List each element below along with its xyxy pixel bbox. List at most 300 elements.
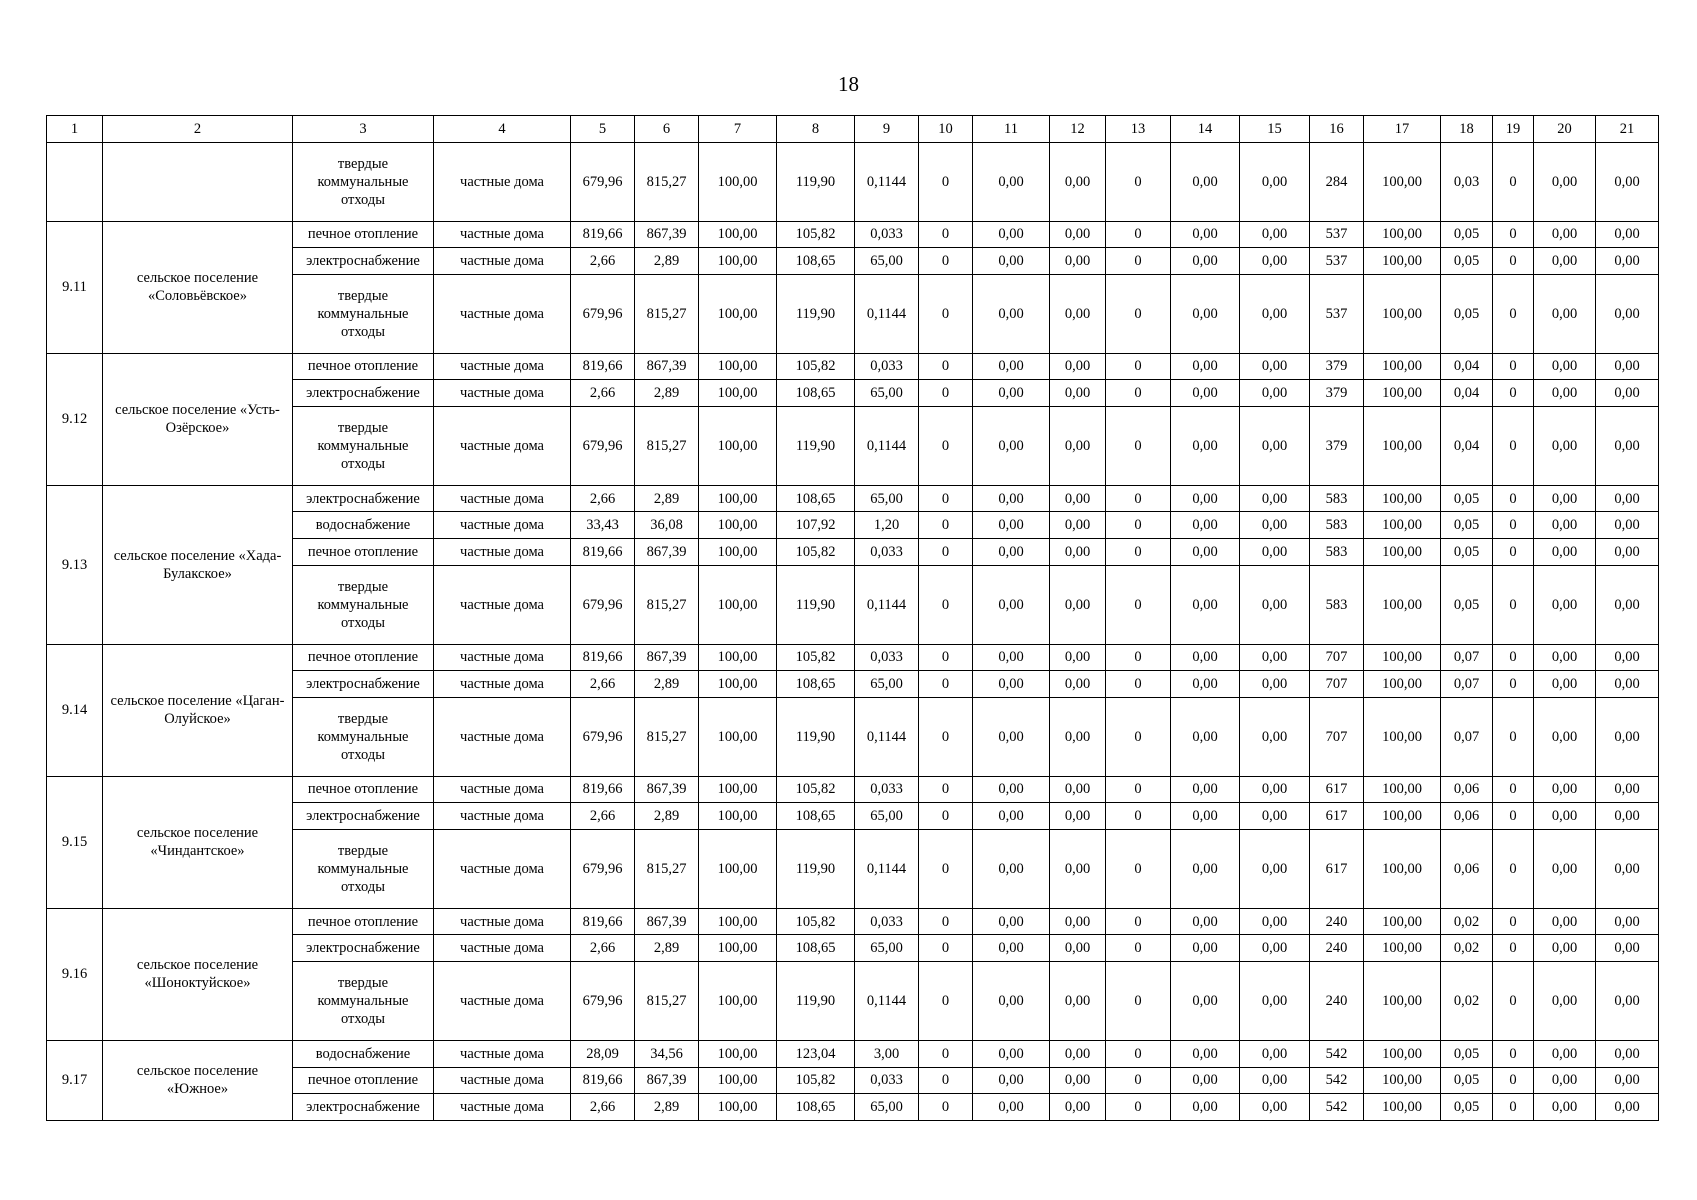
column-number-cell: 18 bbox=[1441, 116, 1493, 143]
value-cell: 0,00 bbox=[1534, 512, 1596, 539]
value-cell: 0,00 bbox=[1240, 1067, 1310, 1094]
value-cell: 0,00 bbox=[1534, 1094, 1596, 1121]
value-cell: 0,00 bbox=[1171, 1094, 1240, 1121]
column-number-cell: 21 bbox=[1596, 116, 1659, 143]
value-cell: 119,90 bbox=[777, 142, 855, 221]
value-cell: 0 bbox=[1493, 565, 1534, 644]
value-cell: 0,033 bbox=[855, 353, 919, 380]
value-cell: 679,96 bbox=[571, 697, 635, 776]
value-cell: 0 bbox=[1493, 406, 1534, 485]
value-cell: 0 bbox=[1493, 644, 1534, 671]
value-cell: 0 bbox=[1106, 935, 1171, 962]
value-cell: 0,00 bbox=[973, 1067, 1050, 1094]
value-cell: 100,00 bbox=[1364, 803, 1441, 830]
value-cell: 0 bbox=[919, 485, 973, 512]
value-cell: 108,65 bbox=[777, 485, 855, 512]
value-cell: 2,66 bbox=[571, 248, 635, 275]
value-cell: 0,00 bbox=[1534, 776, 1596, 803]
value-cell: 0 bbox=[1106, 565, 1171, 644]
value-cell: 2,89 bbox=[635, 671, 699, 698]
value-cell: 0,00 bbox=[973, 697, 1050, 776]
value-cell: 0,00 bbox=[1596, 485, 1659, 512]
value-cell: 100,00 bbox=[1364, 353, 1441, 380]
value-cell: 0,00 bbox=[1050, 776, 1106, 803]
value-cell: 119,90 bbox=[777, 406, 855, 485]
service-type-cell: электроснабжение bbox=[293, 671, 434, 698]
value-cell: 100,00 bbox=[699, 248, 777, 275]
value-cell: 0,00 bbox=[1171, 697, 1240, 776]
value-cell: 679,96 bbox=[571, 962, 635, 1041]
group-number-cell: 9.11 bbox=[47, 221, 103, 353]
value-cell: 108,65 bbox=[777, 380, 855, 407]
table-row bbox=[47, 221, 1659, 248]
value-cell: 0 bbox=[1106, 803, 1171, 830]
group-number-cell: 9.17 bbox=[47, 1040, 103, 1120]
value-cell: 119,90 bbox=[777, 962, 855, 1041]
value-cell: 0,00 bbox=[1534, 406, 1596, 485]
value-cell: 0,05 bbox=[1441, 274, 1493, 353]
value-cell: 100,00 bbox=[699, 1067, 777, 1094]
service-type-cell: твердые коммунальные отходы bbox=[293, 962, 434, 1041]
value-cell: 0,00 bbox=[1240, 935, 1310, 962]
value-cell: 0,00 bbox=[1171, 935, 1240, 962]
value-cell: 0,06 bbox=[1441, 829, 1493, 908]
tariff-table bbox=[46, 115, 1659, 1121]
value-cell: 0,00 bbox=[1050, 142, 1106, 221]
service-type-cell: твердые коммунальные отходы bbox=[293, 565, 434, 644]
value-cell: 0 bbox=[1493, 248, 1534, 275]
value-cell: 0 bbox=[1493, 962, 1534, 1041]
value-cell: 0,02 bbox=[1441, 962, 1493, 1041]
value-cell: 0,00 bbox=[1534, 485, 1596, 512]
value-cell: 2,66 bbox=[571, 485, 635, 512]
value-cell: 819,66 bbox=[571, 776, 635, 803]
consumer-category-cell: частные дома bbox=[434, 142, 571, 221]
value-cell: 0,00 bbox=[1240, 406, 1310, 485]
value-cell: 100,00 bbox=[1364, 274, 1441, 353]
value-cell: 65,00 bbox=[855, 485, 919, 512]
settlement-name-cell: сельское поселение «Соловьёвское» bbox=[103, 221, 293, 353]
value-cell: 100,00 bbox=[699, 142, 777, 221]
value-cell: 0,033 bbox=[855, 644, 919, 671]
value-cell: 0,033 bbox=[855, 1067, 919, 1094]
value-cell: 0,00 bbox=[1050, 697, 1106, 776]
value-cell: 0,00 bbox=[1596, 644, 1659, 671]
value-cell: 0 bbox=[1493, 539, 1534, 566]
value-cell: 0,00 bbox=[973, 512, 1050, 539]
value-cell: 0,00 bbox=[1596, 221, 1659, 248]
value-cell: 0,04 bbox=[1441, 353, 1493, 380]
value-cell: 2,89 bbox=[635, 485, 699, 512]
value-cell: 100,00 bbox=[1364, 512, 1441, 539]
value-cell: 583 bbox=[1310, 485, 1364, 512]
value-cell: 819,66 bbox=[571, 221, 635, 248]
value-cell: 0,00 bbox=[1596, 406, 1659, 485]
consumer-category-cell: частные дома bbox=[434, 829, 571, 908]
column-number-header-row bbox=[47, 116, 1659, 143]
value-cell: 0,00 bbox=[1596, 142, 1659, 221]
value-cell: 0 bbox=[1106, 353, 1171, 380]
value-cell: 0,00 bbox=[1171, 380, 1240, 407]
value-cell: 707 bbox=[1310, 644, 1364, 671]
value-cell: 2,89 bbox=[635, 380, 699, 407]
value-cell: 0,00 bbox=[1240, 962, 1310, 1041]
group-number-cell: 9.13 bbox=[47, 485, 103, 644]
value-cell: 284 bbox=[1310, 142, 1364, 221]
value-cell: 0 bbox=[919, 142, 973, 221]
value-cell: 2,89 bbox=[635, 1094, 699, 1121]
settlement-name-cell: сельское поселение «Чиндантское» bbox=[103, 776, 293, 908]
value-cell: 0,00 bbox=[1240, 671, 1310, 698]
value-cell: 0 bbox=[1106, 644, 1171, 671]
value-cell: 0,00 bbox=[1240, 274, 1310, 353]
column-number-cell: 20 bbox=[1534, 116, 1596, 143]
consumer-category-cell: частные дома bbox=[434, 644, 571, 671]
value-cell: 0,00 bbox=[1534, 353, 1596, 380]
value-cell: 583 bbox=[1310, 565, 1364, 644]
value-cell: 0,00 bbox=[1596, 353, 1659, 380]
value-cell: 100,00 bbox=[1364, 406, 1441, 485]
value-cell: 0,06 bbox=[1441, 776, 1493, 803]
value-cell: 0,02 bbox=[1441, 935, 1493, 962]
table-body bbox=[47, 116, 1659, 1121]
value-cell: 0,00 bbox=[973, 908, 1050, 935]
value-cell: 0,00 bbox=[1050, 908, 1106, 935]
settlement-name-cell: сельское поселение «Шоноктуйское» bbox=[103, 908, 293, 1040]
value-cell: 65,00 bbox=[855, 380, 919, 407]
value-cell: 0,00 bbox=[1171, 274, 1240, 353]
group-number-cell: 9.12 bbox=[47, 353, 103, 485]
value-cell: 0,00 bbox=[1596, 935, 1659, 962]
value-cell: 0 bbox=[1493, 697, 1534, 776]
value-cell: 0 bbox=[1493, 380, 1534, 407]
value-cell: 0,00 bbox=[1171, 776, 1240, 803]
value-cell: 0,00 bbox=[1596, 512, 1659, 539]
value-cell: 0,00 bbox=[1534, 1067, 1596, 1094]
value-cell: 0,00 bbox=[1596, 565, 1659, 644]
value-cell: 0,033 bbox=[855, 539, 919, 566]
service-type-cell: печное отопление bbox=[293, 539, 434, 566]
value-cell: 0,00 bbox=[973, 142, 1050, 221]
value-cell: 0,06 bbox=[1441, 803, 1493, 830]
column-number-cell: 13 bbox=[1106, 116, 1171, 143]
settlement-name-cell: сельское поселение «Южное» bbox=[103, 1040, 293, 1120]
service-type-cell: твердые коммунальные отходы bbox=[293, 697, 434, 776]
value-cell: 100,00 bbox=[699, 221, 777, 248]
value-cell: 0,05 bbox=[1441, 485, 1493, 512]
value-cell: 0 bbox=[1106, 671, 1171, 698]
consumer-category-cell: частные дома bbox=[434, 803, 571, 830]
value-cell: 679,96 bbox=[571, 406, 635, 485]
value-cell: 0 bbox=[1106, 1067, 1171, 1094]
value-cell: 0,00 bbox=[1050, 829, 1106, 908]
value-cell: 123,04 bbox=[777, 1040, 855, 1067]
value-cell: 0,00 bbox=[973, 776, 1050, 803]
value-cell: 0 bbox=[1106, 485, 1171, 512]
value-cell: 0,00 bbox=[1050, 1094, 1106, 1121]
value-cell: 100,00 bbox=[1364, 644, 1441, 671]
value-cell: 0 bbox=[1493, 274, 1534, 353]
value-cell: 105,82 bbox=[777, 644, 855, 671]
value-cell: 0,00 bbox=[1596, 1067, 1659, 1094]
value-cell: 119,90 bbox=[777, 274, 855, 353]
value-cell: 867,39 bbox=[635, 644, 699, 671]
value-cell: 0,00 bbox=[1050, 565, 1106, 644]
value-cell: 119,90 bbox=[777, 697, 855, 776]
value-cell: 65,00 bbox=[855, 671, 919, 698]
value-cell: 0,033 bbox=[855, 221, 919, 248]
value-cell: 0,00 bbox=[1240, 248, 1310, 275]
value-cell: 100,00 bbox=[1364, 962, 1441, 1041]
value-cell: 0,05 bbox=[1441, 1040, 1493, 1067]
value-cell: 0,04 bbox=[1441, 380, 1493, 407]
value-cell: 867,39 bbox=[635, 776, 699, 803]
value-cell: 867,39 bbox=[635, 353, 699, 380]
value-cell: 0 bbox=[1493, 671, 1534, 698]
service-type-cell: печное отопление bbox=[293, 644, 434, 671]
value-cell: 100,00 bbox=[699, 697, 777, 776]
column-number-cell: 17 bbox=[1364, 116, 1441, 143]
value-cell: 0,1144 bbox=[855, 565, 919, 644]
value-cell: 0,02 bbox=[1441, 908, 1493, 935]
value-cell: 679,96 bbox=[571, 829, 635, 908]
value-cell: 679,96 bbox=[571, 565, 635, 644]
value-cell: 0,00 bbox=[1596, 908, 1659, 935]
value-cell: 105,82 bbox=[777, 1067, 855, 1094]
value-cell: 0,00 bbox=[1171, 406, 1240, 485]
value-cell: 0 bbox=[919, 829, 973, 908]
value-cell: 542 bbox=[1310, 1040, 1364, 1067]
value-cell: 0,00 bbox=[1171, 803, 1240, 830]
consumer-category-cell: частные дома bbox=[434, 935, 571, 962]
value-cell: 379 bbox=[1310, 353, 1364, 380]
value-cell: 0,00 bbox=[1240, 803, 1310, 830]
value-cell: 379 bbox=[1310, 406, 1364, 485]
value-cell: 108,65 bbox=[777, 1094, 855, 1121]
value-cell: 0 bbox=[1106, 248, 1171, 275]
column-number-cell: 4 bbox=[434, 116, 571, 143]
value-cell: 0 bbox=[1493, 485, 1534, 512]
service-type-cell: электроснабжение bbox=[293, 1094, 434, 1121]
service-type-cell: печное отопление bbox=[293, 1067, 434, 1094]
value-cell: 240 bbox=[1310, 908, 1364, 935]
value-cell: 379 bbox=[1310, 380, 1364, 407]
value-cell: 0,00 bbox=[1240, 1040, 1310, 1067]
value-cell: 583 bbox=[1310, 512, 1364, 539]
consumer-category-cell: частные дома bbox=[434, 274, 571, 353]
table-row bbox=[47, 142, 1659, 221]
value-cell: 815,27 bbox=[635, 962, 699, 1041]
value-cell: 0,00 bbox=[1596, 274, 1659, 353]
consumer-category-cell: частные дома bbox=[434, 908, 571, 935]
service-type-cell: печное отопление bbox=[293, 221, 434, 248]
value-cell: 0 bbox=[1106, 380, 1171, 407]
value-cell: 0,00 bbox=[1050, 221, 1106, 248]
value-cell: 0,00 bbox=[1171, 644, 1240, 671]
value-cell: 0,00 bbox=[973, 539, 1050, 566]
value-cell: 105,82 bbox=[777, 353, 855, 380]
column-number-cell: 11 bbox=[973, 116, 1050, 143]
value-cell: 0 bbox=[1106, 908, 1171, 935]
value-cell: 0,00 bbox=[973, 962, 1050, 1041]
value-cell: 0,00 bbox=[1050, 539, 1106, 566]
value-cell: 0,05 bbox=[1441, 221, 1493, 248]
value-cell: 0 bbox=[919, 539, 973, 566]
value-cell: 0 bbox=[1493, 1040, 1534, 1067]
value-cell: 815,27 bbox=[635, 565, 699, 644]
value-cell: 65,00 bbox=[855, 248, 919, 275]
value-cell: 100,00 bbox=[699, 1094, 777, 1121]
value-cell: 0,00 bbox=[973, 353, 1050, 380]
value-cell: 0,00 bbox=[973, 485, 1050, 512]
value-cell: 100,00 bbox=[699, 406, 777, 485]
value-cell: 0,00 bbox=[1240, 539, 1310, 566]
value-cell: 0 bbox=[1106, 697, 1171, 776]
value-cell: 0,00 bbox=[1596, 829, 1659, 908]
value-cell: 0,00 bbox=[1240, 697, 1310, 776]
value-cell: 819,66 bbox=[571, 1067, 635, 1094]
value-cell: 0 bbox=[919, 565, 973, 644]
value-cell: 0,033 bbox=[855, 908, 919, 935]
value-cell: 0 bbox=[919, 512, 973, 539]
value-cell: 100,00 bbox=[699, 565, 777, 644]
consumer-category-cell: частные дома bbox=[434, 565, 571, 644]
service-type-cell: твердые коммунальные отходы bbox=[293, 142, 434, 221]
value-cell: 0 bbox=[919, 1067, 973, 1094]
value-cell: 0 bbox=[1493, 512, 1534, 539]
value-cell: 0,00 bbox=[1240, 353, 1310, 380]
value-cell: 0,05 bbox=[1441, 539, 1493, 566]
value-cell: 0,00 bbox=[1596, 380, 1659, 407]
value-cell: 0 bbox=[1493, 829, 1534, 908]
value-cell: 0 bbox=[919, 644, 973, 671]
value-cell: 0 bbox=[1106, 1094, 1171, 1121]
value-cell: 100,00 bbox=[1364, 829, 1441, 908]
value-cell: 0,05 bbox=[1441, 512, 1493, 539]
service-type-cell: твердые коммунальные отходы bbox=[293, 406, 434, 485]
value-cell: 2,66 bbox=[571, 935, 635, 962]
value-cell: 0,00 bbox=[1596, 671, 1659, 698]
value-cell: 0,00 bbox=[1050, 485, 1106, 512]
consumer-category-cell: частные дома bbox=[434, 962, 571, 1041]
value-cell: 0,00 bbox=[1240, 512, 1310, 539]
value-cell: 0,00 bbox=[1596, 1040, 1659, 1067]
value-cell: 0 bbox=[1493, 221, 1534, 248]
column-number-cell: 7 bbox=[699, 116, 777, 143]
consumer-category-cell: частные дома bbox=[434, 221, 571, 248]
value-cell: 0,00 bbox=[1050, 248, 1106, 275]
value-cell: 0 bbox=[919, 776, 973, 803]
value-cell: 0,00 bbox=[1534, 935, 1596, 962]
value-cell: 537 bbox=[1310, 274, 1364, 353]
value-cell: 0,00 bbox=[1171, 565, 1240, 644]
value-cell: 0,00 bbox=[1171, 512, 1240, 539]
value-cell: 679,96 bbox=[571, 274, 635, 353]
column-number-cell: 10 bbox=[919, 116, 973, 143]
value-cell: 542 bbox=[1310, 1067, 1364, 1094]
value-cell: 0,00 bbox=[1596, 697, 1659, 776]
consumer-category-cell: частные дома bbox=[434, 1040, 571, 1067]
value-cell: 36,08 bbox=[635, 512, 699, 539]
value-cell: 105,82 bbox=[777, 776, 855, 803]
value-cell: 0 bbox=[919, 221, 973, 248]
value-cell: 819,66 bbox=[571, 353, 635, 380]
value-cell: 100,00 bbox=[699, 829, 777, 908]
value-cell: 0,00 bbox=[1240, 380, 1310, 407]
value-cell: 100,00 bbox=[699, 539, 777, 566]
value-cell: 100,00 bbox=[699, 908, 777, 935]
value-cell: 240 bbox=[1310, 935, 1364, 962]
value-cell: 2,66 bbox=[571, 671, 635, 698]
column-number-cell: 8 bbox=[777, 116, 855, 143]
service-type-cell: твердые коммунальные отходы bbox=[293, 274, 434, 353]
value-cell: 100,00 bbox=[699, 803, 777, 830]
value-cell: 0,00 bbox=[1596, 248, 1659, 275]
consumer-category-cell: частные дома bbox=[434, 485, 571, 512]
value-cell: 2,66 bbox=[571, 803, 635, 830]
value-cell: 0,00 bbox=[973, 829, 1050, 908]
value-cell: 0,00 bbox=[973, 380, 1050, 407]
value-cell: 0,00 bbox=[1240, 1094, 1310, 1121]
value-cell: 0,00 bbox=[1534, 142, 1596, 221]
value-cell: 0 bbox=[1106, 406, 1171, 485]
value-cell: 0,00 bbox=[1240, 221, 1310, 248]
value-cell: 0,00 bbox=[1050, 512, 1106, 539]
consumer-category-cell: частные дома bbox=[434, 353, 571, 380]
value-cell: 0,1144 bbox=[855, 142, 919, 221]
value-cell: 0,00 bbox=[1050, 1040, 1106, 1067]
value-cell: 108,65 bbox=[777, 248, 855, 275]
value-cell: 0 bbox=[1493, 908, 1534, 935]
consumer-category-cell: частные дома bbox=[434, 248, 571, 275]
value-cell: 0 bbox=[919, 697, 973, 776]
value-cell: 0,00 bbox=[1534, 565, 1596, 644]
value-cell: 105,82 bbox=[777, 908, 855, 935]
value-cell: 0,00 bbox=[1596, 539, 1659, 566]
value-cell: 0 bbox=[1106, 776, 1171, 803]
value-cell: 2,66 bbox=[571, 380, 635, 407]
value-cell: 2,89 bbox=[635, 248, 699, 275]
value-cell: 0,00 bbox=[1171, 1067, 1240, 1094]
value-cell: 679,96 bbox=[571, 142, 635, 221]
value-cell: 105,82 bbox=[777, 539, 855, 566]
value-cell: 0,00 bbox=[1050, 1067, 1106, 1094]
column-number-cell: 16 bbox=[1310, 116, 1364, 143]
value-cell: 0,00 bbox=[1171, 353, 1240, 380]
value-cell: 0,00 bbox=[1171, 221, 1240, 248]
value-cell: 0,00 bbox=[1171, 671, 1240, 698]
value-cell: 0,05 bbox=[1441, 1094, 1493, 1121]
value-cell: 100,00 bbox=[1364, 908, 1441, 935]
value-cell: 65,00 bbox=[855, 935, 919, 962]
value-cell: 707 bbox=[1310, 697, 1364, 776]
value-cell: 100,00 bbox=[1364, 1067, 1441, 1094]
value-cell: 0,00 bbox=[1534, 644, 1596, 671]
value-cell: 0,00 bbox=[1596, 776, 1659, 803]
value-cell: 617 bbox=[1310, 803, 1364, 830]
value-cell: 100,00 bbox=[699, 935, 777, 962]
value-cell: 0,04 bbox=[1441, 406, 1493, 485]
value-cell: 815,27 bbox=[635, 697, 699, 776]
value-cell: 2,89 bbox=[635, 935, 699, 962]
table-row bbox=[47, 644, 1659, 671]
value-cell: 867,39 bbox=[635, 221, 699, 248]
value-cell: 34,56 bbox=[635, 1040, 699, 1067]
value-cell: 0,00 bbox=[1171, 908, 1240, 935]
column-number-cell: 9 bbox=[855, 116, 919, 143]
value-cell: 0,05 bbox=[1441, 1067, 1493, 1094]
value-cell: 0 bbox=[919, 406, 973, 485]
